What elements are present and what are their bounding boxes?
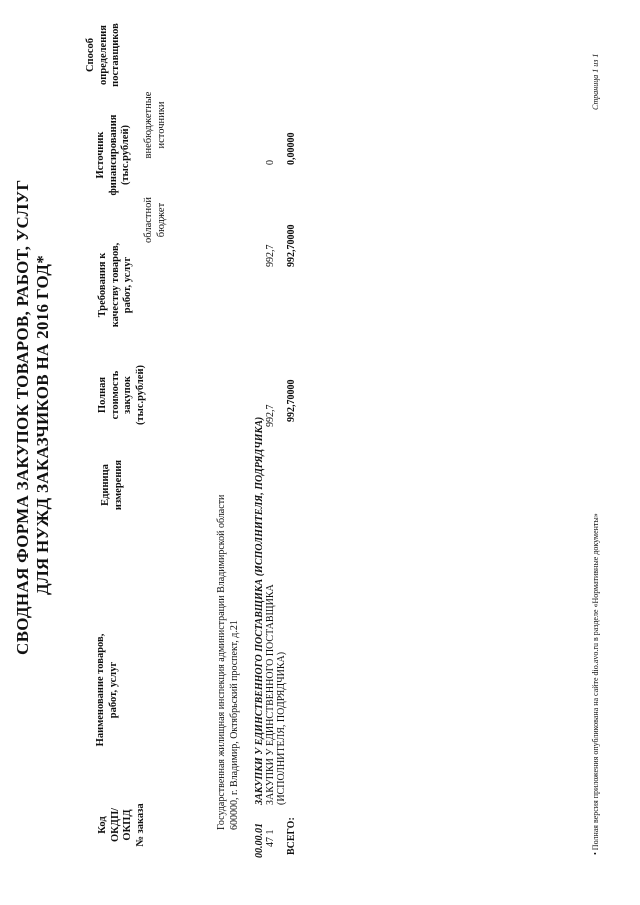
- footer-note: • Полная версия приложения опубликована на сайте dio.avo.ru в разделе «Нормативные документы»: [591, 513, 600, 855]
- row-name-line2: (ИСПОЛНИТЕЛЯ, ПОДРЯДЧИКА): [276, 651, 287, 805]
- total-label: ВСЕГО:: [286, 817, 297, 855]
- customer-address: 600000, г. Владимир, Октябрьский проспект, д.21: [229, 620, 240, 830]
- total-regional-value: 992,70000: [286, 224, 297, 267]
- section-code: 00.00.01: [254, 823, 265, 858]
- row-name-line1: ЗАКУПКИ У ЕДИНСТВЕННОГО ПОСТАВЩИКА: [265, 584, 276, 805]
- col-header-extrabudget: внебюджетные источники: [143, 91, 167, 159]
- customer-name: Государственная жилищная инспекция администрации Владимирской области: [216, 494, 227, 830]
- col-header-unit: Единица измерения: [100, 459, 124, 511]
- col-header-code: Код ОКДП/ ОКПД № заказа: [97, 803, 146, 847]
- col-header-method: Способ определения поставщиков: [85, 23, 122, 87]
- row-total-cost: 992,7: [265, 404, 276, 427]
- page-number: Страница 1 из 1: [591, 53, 600, 110]
- row-regional: 992,7: [265, 244, 276, 267]
- col-header-funding: Источник финансирования (тыс.рублей): [95, 114, 132, 196]
- row-extrabudget: 0: [265, 160, 276, 165]
- col-header-total-cost: Полная стоимость закупок (тыс.рублей): [97, 364, 146, 426]
- col-header-requirements: Требования к качеству товаров, работ, услуг: [97, 242, 134, 328]
- page-title: СВОДНАЯ ФОРМА ЗАКУПОК ТОВАРОВ, РАБОТ, УСЛУГ: [13, 179, 32, 655]
- col-header-name: Наименование товаров, работ, услуг: [95, 633, 119, 747]
- total-extrabudget-value: 0,00000: [286, 132, 297, 165]
- section-title: ЗАКУПКИ У ЕДИНСТВЕННОГО ПОСТАВЩИКА (ИСПОЛНИТЕЛЯ, ПОДРЯДЧИКА): [254, 416, 265, 805]
- col-header-regional-budget: областной бюджет: [143, 197, 167, 243]
- page-subtitle: ДЛЯ НУЖД ЗАКАЗЧИКОВ НА 2016 ГОД*: [33, 254, 52, 596]
- total-cost-value: 992,70000: [286, 379, 297, 422]
- row-code: 47 1: [265, 829, 276, 847]
